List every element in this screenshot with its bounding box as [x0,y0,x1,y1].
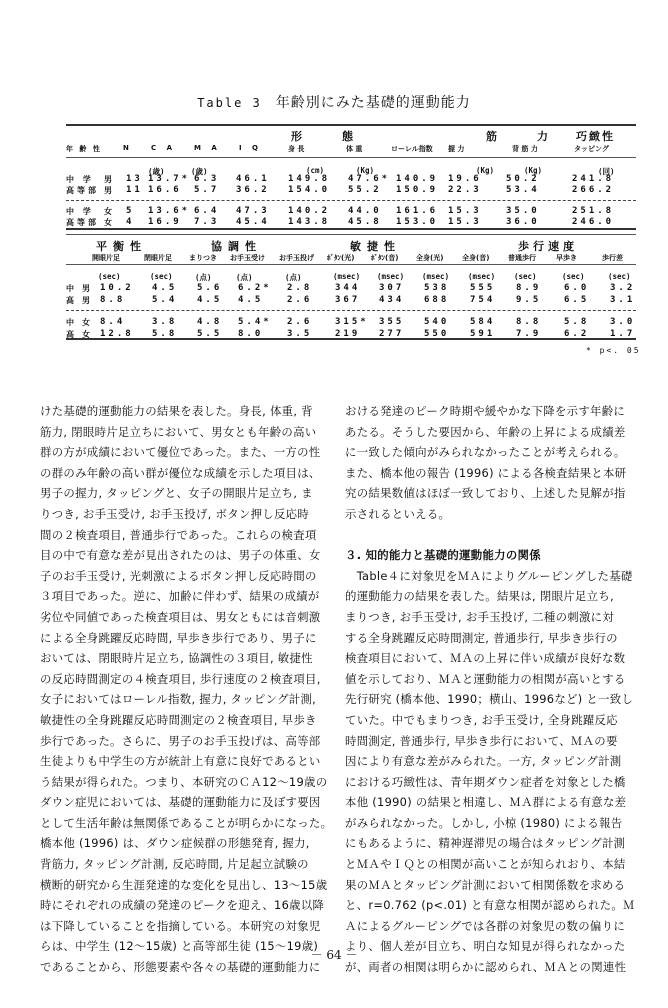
group-kyochosei: 協調性 [211,240,262,253]
text-line: Table４に対象児をＭＡによりグルーピングした基礎 [345,568,633,583]
table-cell: 22.3 [448,185,482,195]
row-age: 中 [66,284,77,293]
text-line: 生徒よりも中学生の方が統計上有意に良好であるとい [40,754,321,769]
table-cell: 251.8 [572,206,615,216]
column-unit: (msec) [333,272,361,281]
table-cell: 3.1 [610,295,636,305]
rule-bottom-2 [66,338,636,340]
table-cell: 11 [126,185,143,195]
column-header: 閉眼片足 [144,254,172,262]
unit-height: (cm) [306,166,325,175]
table-cell: 2.6 [287,317,313,327]
column-unit: (sec) [150,272,173,281]
table-cell: 7.3 [194,217,220,227]
column-header: お手玉投げ [279,254,314,262]
text-line: 究の結果数値はほぼ一致しており、上述した見解が指 [345,486,626,501]
text-line: 値を示しており、ＭＡと運動能力の相関が高いとする [345,671,626,686]
text-line: より、個人差が目立ち、明白な知見が得られなかった [345,939,626,954]
table-cell: 7.9 [516,329,542,339]
table-cell: 8.8 [516,317,542,327]
table-cell: 4.5 [152,283,178,293]
table-cell: 10.2 [100,283,134,293]
header-height: 身 長 [288,145,305,153]
table-cell: 315* [335,317,369,327]
table-cell: 150.9 [396,185,439,195]
group-keitai: 形 態 [291,130,359,143]
header-weight: 体 重 [346,145,363,153]
text-line: 時間測定, 普通歩行, 早歩き歩行において、ＭＡの要 [345,733,618,748]
unit-grip: (Kg) [476,166,495,175]
column-unit: (sec) [608,272,631,281]
text-line: の反応時間測定の４検査項目, 歩行速度の２検査項目, [40,671,321,686]
text-line: 的運動能力の結果を表した。結果は, 閉眼片足立ち, [345,589,614,604]
table-cell: 12.8 [100,329,134,339]
table-cell: 3.8 [152,317,178,327]
table-cell: 6.5 [564,295,590,305]
rule-top [66,124,636,126]
column-unit: (msec) [422,272,450,281]
table-cell: 45.8 [348,217,382,227]
text-line: とＭＡやＩＱとの相関が高いことが知られおり、本結 [345,857,626,872]
table-cell: 3.5 [287,329,313,339]
table-cell: 143.8 [288,217,331,227]
text-line: おける発達のピーク時期や緩やかな下降を示す年齢に [345,404,626,418]
header-rohrer: ローレル指数 [391,145,433,153]
row-sex: 女 [104,218,115,227]
column-unit: (sec) [98,272,121,281]
text-line: 果のＭＡとタッピング計測において相関係数を求める [345,877,626,892]
table-cell: 6.2 [564,329,590,339]
table-cell: 4.8 [197,317,223,327]
column-header: 歩行差 [602,254,623,262]
text-line: 検査項目において、ＭＡの上昇に伴い成績が良好な数 [345,651,626,666]
table-cell: 36.2 [236,185,270,195]
text-line: 群の方が成績において優位であった。また、一方の性 [40,445,321,460]
text-line: ダウン症児においては、基礎的運動能力に及ぼす要因 [40,795,321,810]
table-cell: 46.1 [236,174,270,184]
unit-ma: (歳) [191,167,208,176]
section-heading: ３. 知的能力と基礎的運動能力の関係 [345,548,541,563]
group-hokosokudo: 歩行速度 [518,240,578,253]
table-cell: 15.3 [448,206,482,216]
table-cell: 538 [424,283,450,293]
table-cell: 277 [379,329,405,339]
text-line: 子のお手玉受け, 光刺激によるボタン押し反応時間の [40,568,317,583]
text-line: 劣位や同値であった検査項目は、男女ともには音刺激 [40,609,321,624]
table-cell: 8.0 [238,329,264,339]
text-line: 筋力, 閉眼時片足立ちにおいて、男女とも年齢の高い [40,424,317,439]
text-line: ていた。中でもまりつき, お手玉受け, 全身跳躍反応 [345,712,618,727]
table-cell: 8.4 [100,317,126,327]
table-cell: 50.2 [506,174,540,184]
table-cell: 540 [424,317,450,327]
table-cell: 8.9 [516,283,542,293]
table-cell: 13 [126,174,143,184]
column-unit: (点) [285,273,302,282]
text-line: 間の２検査項目, 普通歩行であった。これらの検査項 [40,527,317,542]
page-number: － 64 － [310,948,358,962]
table-cell: 5.6 [197,283,223,293]
table-cell: 6.4 [194,206,220,216]
table-cell: 6.2* [238,283,272,293]
header-ma: M A [194,144,221,152]
table-cell: 754 [470,295,496,305]
rule-top-2 [66,234,636,235]
row-sex: 女 [82,318,93,327]
table-cell: 53.4 [506,185,540,195]
text-line: が、両者の相関は明らかに認められ、ＭＡとの関連性 [345,960,627,975]
column-unit: (sec) [562,272,585,281]
text-line: による全身跳躍反応時間, 早歩き歩行であり、男子に [40,630,317,645]
text-line: まりつき, お手玉受け, お手玉投げ, 二種の刺激に対 [345,609,615,624]
rule-header [66,157,636,158]
column-unit: (msec) [377,272,405,281]
table-cell: 140.2 [288,206,331,216]
text-line: がみられなかった。しかし, 小椋 (1980) による報告 [345,815,623,830]
row-age: 中 学 [66,175,94,184]
column-unit: (msec) [468,272,496,281]
table-cell: 16.6 [148,185,182,195]
table-cell: 1.7 [610,329,636,339]
text-line: けた基礎的運動能力の結果を表した。身長, 体重, 背 [40,404,313,418]
group-kinryoku: 筋 力 [486,130,554,143]
text-line: Ａによるグルーピングでは各群の対象児の数の偏りに [345,918,626,933]
table-cell: 44.0 [348,206,382,216]
table-cell: 246.0 [572,217,615,227]
table-cell: 19.6 [448,174,482,184]
header-back: 背 筋 力 [512,145,538,153]
table-cell: 45.4 [236,217,270,227]
table-cell: 2.6 [287,295,313,305]
text-line: の群のみ年齢の高い群が優位な成績を示した項目は、 [40,465,321,480]
left-column [40,401,332,978]
text-line: 因により有意な差がみられた。一方, タッピング計測 [345,754,622,769]
right-column [345,401,637,978]
table-cell: 55.2 [348,185,382,195]
rule-dashed [66,200,636,201]
row-sex: 男 [82,296,93,305]
header-tapping: タッピング [574,145,609,153]
table-cell: 307 [379,283,405,293]
text-line: ３項目であった。逆に、加齢に伴わず、結果の成績が [40,589,320,604]
text-line: 先行研究 (橋本他、1990；横山、1996など) と一致し [345,692,634,707]
row-age: 高等部 [66,218,99,227]
column-unit: (点) [195,273,212,282]
table-cell: 5 [126,206,135,216]
text-line: する全身跳躍反応時間測定, 普通歩行, 早歩き歩行の [345,630,618,645]
rule-bottom [66,228,636,230]
table-cell: 47.3 [236,206,270,216]
header-age-sex: 年 齢 性 [66,145,102,153]
text-line: また、橋本他の報告 (1996) による各検査結果と本研 [345,465,627,480]
table-cell: 8.8 [100,295,126,305]
unit-back: (Kg) [524,166,543,175]
footnote: * p<. 05 [586,346,641,355]
text-line: りつき, お手玉受け, お手玉投げ, ボタン押し反応時 [40,506,310,521]
table-cell: 6.3 [194,174,220,184]
row-sex: 男 [104,186,115,195]
table-cell: 6.0 [564,283,590,293]
text-line: あたる。そうした要因から、年齢の上昇による成績差 [345,424,626,439]
table-cell: 154.0 [288,185,331,195]
header-grip: 握 力 [448,145,465,153]
column-header: 全身(音) [462,254,490,262]
group-heikosei: 平衡性 [96,240,147,253]
text-line: に一致した傾向がみられなかったことが考えられる。 [345,445,626,460]
row-sex: 女 [104,207,115,216]
table-cell: 584 [470,317,496,327]
text-line: は下降していることを指摘している。本研究の対象児 [40,918,321,933]
table-cell: 434 [379,295,405,305]
table-cell: 161.6 [396,206,439,216]
text-line: 男子の握力, タッピングと、女子の開眼片足立ち, ま [40,486,313,501]
table-cell: 355 [379,317,405,327]
rule-header-2 [66,264,636,265]
table-cell: 5.8 [152,329,178,339]
row-age: 中 学 [66,207,94,216]
table-cell: 5.7 [194,185,220,195]
column-header: 全身(光) [416,254,444,262]
column-unit: (点) [236,273,253,282]
text-line: における巧緻性は、青年期ダウン症者を対象とした橋 [345,774,626,789]
rule-dashed-2 [66,310,636,311]
table-cell: 4 [126,217,135,227]
column-header: 早歩き [556,254,577,262]
group-kochisei: 巧緻性 [576,130,615,143]
text-line: 示されるといえる。 [345,506,451,521]
table-cell: 591 [470,329,496,339]
row-age: 高 [66,296,77,305]
text-line: 横断的研究から生涯発達的な変化を見出し、13～15歳 [40,877,328,892]
text-line: う結果が得られた。つまり、本研究のＣＡ12～19歳の [40,774,328,789]
table-cell: 5.4* [238,317,272,327]
table-cell: 2.8 [287,283,313,293]
table-cell: 36.0 [506,217,540,227]
row-age: 高等部 [66,186,99,195]
table-cell: 367 [335,295,361,305]
table-label: Table 3 [197,96,262,110]
table-cell: 15.3 [448,217,482,227]
text-line: 背筋力, タッピング計測, 反応時間, 片足起立試験の [40,857,309,872]
table-bottom [66,234,641,364]
table-cell: 16.9 [148,217,182,227]
header-n: N [123,144,129,152]
text-line: 本他 (1990) の結果と相違し、ＭＡ群による有意な差 [345,795,627,810]
table-cell: 5.5 [197,329,223,339]
text-line: 敏捷性の全身跳躍反応時間測定の２検査項目, 早歩き [40,712,317,727]
table-cell: 344 [335,283,361,293]
row-sex: 男 [104,175,115,184]
header-iq: I Q [239,144,262,152]
table-title: 年齢別にみた基礎的運動能力 [275,95,471,111]
group-binshosei: 敏捷性 [350,240,401,253]
text-line: 時にそれぞれの成績の発達のピークを迎え、16歳以降 [40,898,325,913]
table-cell: 140.9 [396,174,439,184]
text-line: であることから、形態要素や各々の基礎的運動能力に [40,960,321,975]
column-header: 普通歩行 [508,254,536,262]
table-cell: 219 [335,329,361,339]
unit-weight: (Kg) [356,166,375,175]
text-line: 橋本他 (1996) は、ダウン症候群の形態発育, 握力, [40,836,310,851]
table-cell: 241.8 [572,174,615,184]
table-cell: 149.8 [288,174,331,184]
text-line: と、r=0.762 (p<.01) と有意な相関が認められた。Ｍ [345,898,635,913]
table-cell: 5.4 [152,295,178,305]
table-cell: 153.0 [396,217,439,227]
table-cell: 555 [470,283,496,293]
table-cell: 35.0 [506,206,540,216]
text-line: らは、中学生 (12～15歳) と高等部生徒 (15～19歳) [40,939,319,954]
column-header: まりつき [189,254,217,262]
table-top [66,124,636,232]
table-cell: 13.7* [148,174,191,184]
spacer [345,525,637,546]
table-cell: 266.2 [572,185,615,195]
row-age: 中 [66,318,77,327]
table-cell: 9.5 [516,295,542,305]
column-header: 開眼片足 [92,254,120,262]
table-cell: 3.0 [610,317,636,327]
column-unit: (sec) [514,272,537,281]
table-cell: 47.6* [348,174,391,184]
table-cell: 3.2 [610,283,636,293]
text-line: 目の中で有意な差が見出されたのは、男子の体重、女 [40,548,321,563]
row-sex: 女 [82,330,93,339]
table-cell: 4.5 [197,295,223,305]
text-line: にもあるように、精神遅滞児の場合はタッピング計測 [345,836,626,851]
table-cell: 13.6* [148,206,191,216]
row-age: 高 [66,330,77,339]
text-line: 女子においてはローレル指数, 握力, タッピング計測, [40,692,317,707]
table-cell: 688 [424,295,450,305]
table-caption [0,92,668,112]
text-line: おいては、閉眼時片足立ち, 協調性の３項目, 敏捷性 [40,651,313,666]
table-cell: 550 [424,329,450,339]
table-cell: 5.8 [564,317,590,327]
column-header: お手玉受け [230,254,265,262]
text-line: 歩行であった。さらに、男子のお手玉投げは、高等部 [40,733,321,748]
header-ca: C A [151,144,176,152]
table-cell: 4.5 [238,295,264,305]
text-line: として生活年齢は無関係であることが明らかになった。 [40,815,332,830]
unit-tapping: (回) [598,167,615,176]
column-header: ﾎﾞﾀﾝ(光) [327,254,355,262]
column-header: ﾎﾞﾀﾝ(音) [371,254,399,262]
unit-ca: (歳) [148,167,165,176]
row-sex: 男 [82,284,93,293]
